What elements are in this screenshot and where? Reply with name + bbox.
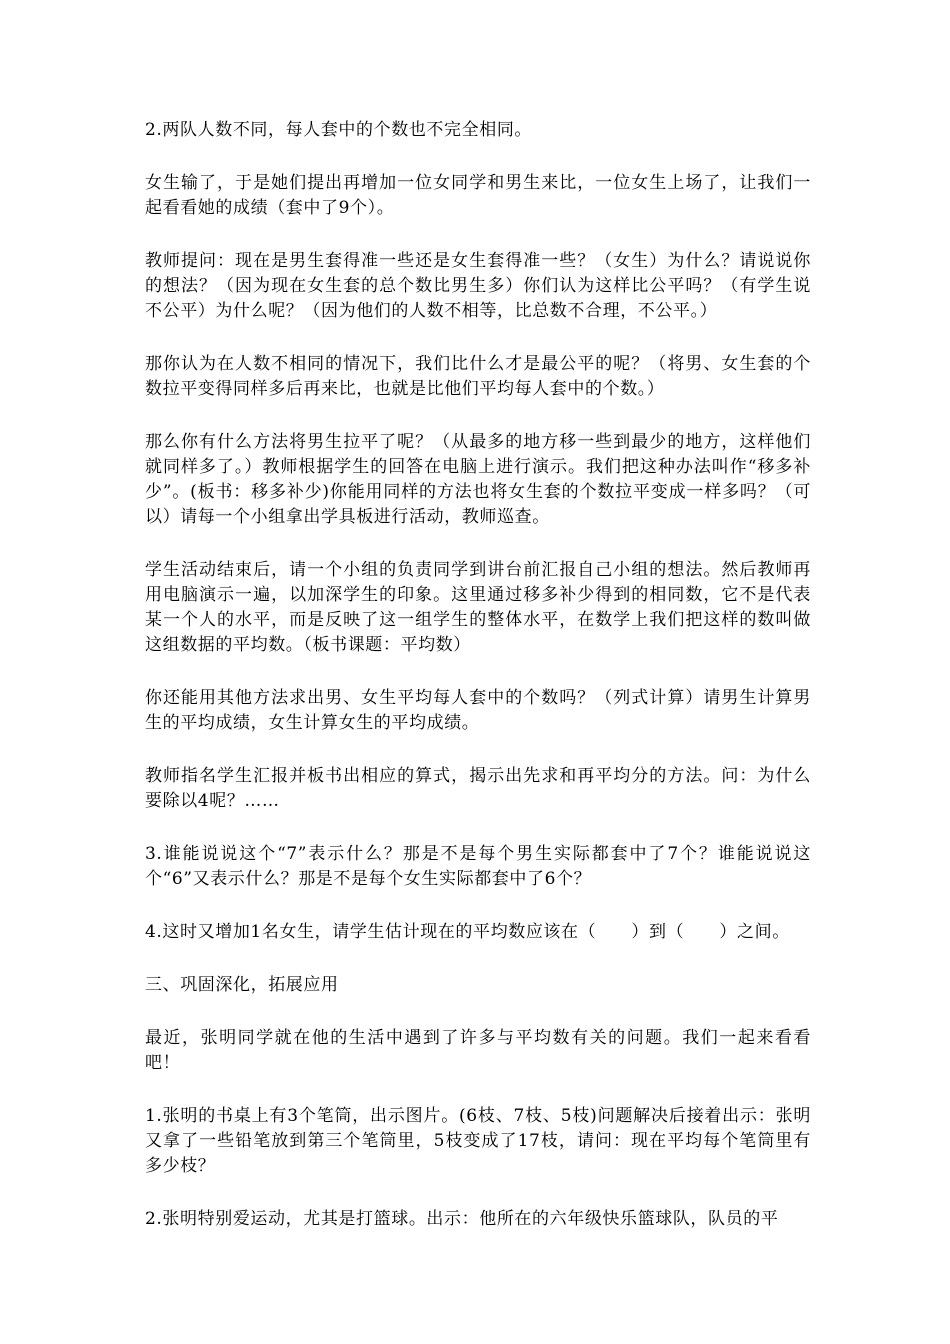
document-page [145,118,811,1260]
paragraph: 教师指名学生汇报并板书出相应的算式，揭示出先求和再平均分的方法。问：为什么要除以4呢？…… [145,766,811,811]
paragraph: 2.张明特别爱运动，尤其是打篮球。出示：他所在的六年级快乐篮球队，队员的平 [145,1209,779,1229]
paragraph: 4.这时又增加1名女生，请学生估计现在的平均数应该在（ ）到（ ）之间。 [145,922,790,942]
paragraph: 教师提问：现在是男生套得准一些还是女生套得准一些？（女生）为什么？请说说你的想法？（因为现在女生套的总个数比男生多）你们认为这样比公平吗？（有学生说不公平）为什么呢？（因为他们的人数不相等，比总数不合理，不公平。） [145,251,811,321]
paragraph: 那么你有什么方法将男生拉平了呢？（从最多的地方移一些到最少的地方，这样他们就同样多了。）教师根据学生的回答在电脑上进行演示。我们把这种办法叫作“移多补少”。(板书：移多补少)你能用同样的方法也将女生套的个数拉平变成一样多吗？（可以）请每一个小组拿出学具板进行活动，教师巡查。 [145,432,811,527]
paragraph: 3.谁能说说这个“7”表示什么？那是不是每个男生实际都套中了7个？谁能说说这个“6”又表示什么？那是不是每个女生实际都套中了6个？ [145,844,811,889]
paragraph: 1.张明的书桌上有3个笔筒，出示图片。(6枝、7枝、5枝)问题解决后接着出示：张明又拿了一些铅笔放到第三个笔筒里，5枝变成了17枝，请问：现在平均每个笔筒里有多少枝？ [145,1106,811,1176]
paragraph: 2.两队人数不同，每人套中的个数也不完全相同。 [145,120,533,140]
paragraph: 那你认为在人数不相同的情况下，我们比什么才是最公平的呢？（将男、女生套的个数拉平变得同样多后再来比，也就是比他们平均每人套中的个数。） [145,354,811,399]
paragraph: 最近，张明同学就在他的生活中遇到了许多与平均数有关的问题。我们一起来看看吧！ [145,1028,811,1073]
paragraph: 学生活动结束后，请一个小组的负责同学到讲台前汇报自己小组的想法。然后教师再用电脑演示一遍，以加深学生的印象。这里通过移多补少得到的相同数，它不是代表某一个人的水平，而是反映了这一组学生的整体水平，在数学上我们把这样的数叫做这组数据的平均数。（板书课题：平均数） [145,560,811,655]
section-heading: 三、巩固深化，拓展应用 [145,975,339,995]
paragraph: 女生输了，于是她们提出再增加一位女同学和男生来比，一位女生上场了，让我们一起看看她的成绩（套中了9个）。 [145,173,811,218]
paragraph: 你还能用其他方法求出男、女生平均每人套中的个数吗？（列式计算）请男生计算男生的平均成绩，女生计算女生的平均成绩。 [145,688,811,733]
